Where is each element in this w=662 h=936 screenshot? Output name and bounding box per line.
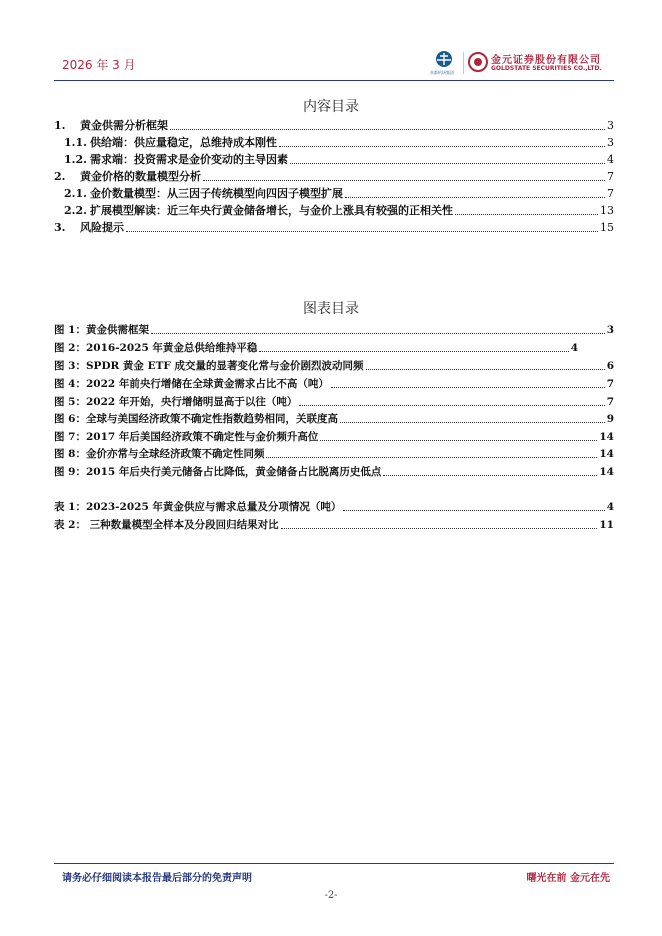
toc-item-page: 15 xyxy=(600,221,614,234)
toc-item-text: 金价数量模型：从三因子传统模型向四因子模型扩展 xyxy=(90,187,343,200)
page-number: -2- xyxy=(324,890,338,901)
toc-item[interactable] xyxy=(54,119,614,133)
toc-item-number: 3. xyxy=(54,221,66,234)
figure-leader xyxy=(299,405,604,406)
toc-item[interactable] xyxy=(64,153,614,167)
figure-item-page: 14 xyxy=(599,466,614,478)
company-slogan: 曙光在前 金元在先 xyxy=(526,873,610,884)
toc-item[interactable] xyxy=(64,136,614,150)
figure-item-text: 图 2：2016-2025 年黄金总供给维持平稳 xyxy=(54,342,258,354)
table-item-page: 4 xyxy=(606,501,614,513)
toc-item-page: 7 xyxy=(607,170,614,183)
goldstate-name: 金元证券股份有限公司 xyxy=(491,55,601,66)
goldstate-logo-icon xyxy=(468,52,488,72)
company-logos xyxy=(430,49,620,77)
figure-leader xyxy=(151,333,605,334)
toc-leader xyxy=(290,163,605,164)
toc-item-page: 13 xyxy=(600,204,614,217)
figure-item[interactable] xyxy=(54,431,614,444)
figure-item-page: 3 xyxy=(606,324,614,336)
toc-item-page: 3 xyxy=(607,119,614,132)
table-item-page: 11 xyxy=(599,519,614,531)
figure-item[interactable] xyxy=(54,360,614,373)
figure-leader xyxy=(320,440,597,441)
figure-leader xyxy=(366,369,605,370)
figure-item[interactable] xyxy=(54,396,614,409)
toc-leader xyxy=(455,214,598,215)
toc-item-text: 需求端：投资需求是金价变动的主导因素 xyxy=(90,153,288,166)
figure-item-page: 14 xyxy=(599,431,614,443)
figure-item-text: 图 6：全球与美国经济政策不确定性指数趋势相同，关联度高 xyxy=(54,413,338,425)
figure-leader xyxy=(331,387,605,388)
figure-item-text: 图 9：2015 年后央行美元储备占比降低，黄金储备占比脱离历史低点 xyxy=(54,466,382,478)
toc-leader xyxy=(279,146,605,147)
figure-item-page: 6 xyxy=(606,360,614,372)
table-item-text: 表 2： 三种数量模型全样本及分段回归结果对比 xyxy=(54,519,279,531)
toc-item-number: 2.2. xyxy=(64,204,87,217)
disclaimer-note: 请务必仔细阅读本报告最后部分的免责声明 xyxy=(62,873,252,884)
header-rule xyxy=(54,80,614,81)
toc-item-number: 1.1. xyxy=(64,136,87,149)
figure-leader xyxy=(383,475,597,476)
toc-item[interactable] xyxy=(64,204,614,218)
figure-item[interactable] xyxy=(54,448,614,461)
figure-leader xyxy=(340,422,605,423)
toc-leader xyxy=(345,197,605,198)
figure-item-page: 7 xyxy=(606,396,614,408)
toc-item[interactable] xyxy=(64,187,614,201)
table-item[interactable] xyxy=(54,501,614,514)
figure-item[interactable] xyxy=(54,324,614,337)
toc-item-number: 1.2. xyxy=(64,153,87,166)
toc-item-text: 黄金价格的数量模型分析 xyxy=(80,170,201,183)
toc-item-page: 4 xyxy=(607,153,614,166)
toc-title: 内容目录 xyxy=(303,99,359,115)
toc-item-text: 风险提示 xyxy=(80,221,124,234)
figure-item-page: 9 xyxy=(606,413,614,425)
table-item[interactable] xyxy=(54,519,614,532)
figure-item[interactable] xyxy=(54,378,614,391)
toc-item-number: 1. xyxy=(54,119,66,132)
toc-item-number: 2.1. xyxy=(64,187,87,200)
toc-item-text: 扩展模型解读：近三年央行黄金储备增长，与金价上涨具有较强的正相关性 xyxy=(90,204,453,217)
toc-item[interactable] xyxy=(54,221,614,235)
logo-divider xyxy=(463,52,464,74)
figure-item-text: 图 1：黄金供需框架 xyxy=(54,324,149,336)
toc-item-text: 供给端：供应量稳定，总维持成本刚性 xyxy=(90,136,277,149)
airport-group-caption: 首都机场集团 xyxy=(430,70,454,75)
figure-item-text: 图 4：2022 年前央行增储在全球黄金需求占比不高（吨） xyxy=(54,378,329,390)
figure-item[interactable] xyxy=(54,342,578,355)
figure-item-page: 7 xyxy=(606,378,614,390)
figure-item-text: 图 5：2022 年开始，央行增储明显高于以往（吨） xyxy=(54,396,298,408)
figure-item-page: 14 xyxy=(599,448,614,460)
figure-item-text: 图 8：金价亦常与全球经济政策不确定性同频 xyxy=(54,448,265,460)
toc-item[interactable] xyxy=(54,170,614,184)
table-item-text: 表 1：2023-2025 年黄金供应与需求总量及分项情况（吨） xyxy=(54,501,342,513)
figure-item-text: 图 3：SPDR 黄金 ETF 成交量的显著变化常与金价剧烈波动同频 xyxy=(54,360,364,372)
figures-title: 图表目录 xyxy=(303,301,359,317)
toc-item-text: 黄金供需分析框架 xyxy=(80,119,168,132)
goldstate-en-name: GOLDSTATE SECURITIES CO.,LTD. xyxy=(491,65,602,72)
figure-item[interactable] xyxy=(54,466,614,479)
report-date: 2026 年 3 月 xyxy=(62,58,136,72)
toc-item-page: 3 xyxy=(607,136,614,149)
table-leader xyxy=(281,528,598,529)
toc-leader xyxy=(203,180,605,181)
figure-leader xyxy=(259,351,568,352)
toc-item-number: 2. xyxy=(54,170,66,183)
footer-rule xyxy=(54,863,614,864)
table-leader xyxy=(343,510,604,511)
figure-leader xyxy=(266,457,597,458)
figure-item[interactable] xyxy=(54,413,614,426)
figure-item-page: 4 xyxy=(570,342,578,354)
toc-leader xyxy=(126,231,598,232)
toc-leader xyxy=(170,129,605,130)
toc-item-page: 7 xyxy=(607,187,614,200)
figure-item-text: 图 7：2017 年后美国经济政策不确定性与金价频升高位 xyxy=(54,431,319,443)
